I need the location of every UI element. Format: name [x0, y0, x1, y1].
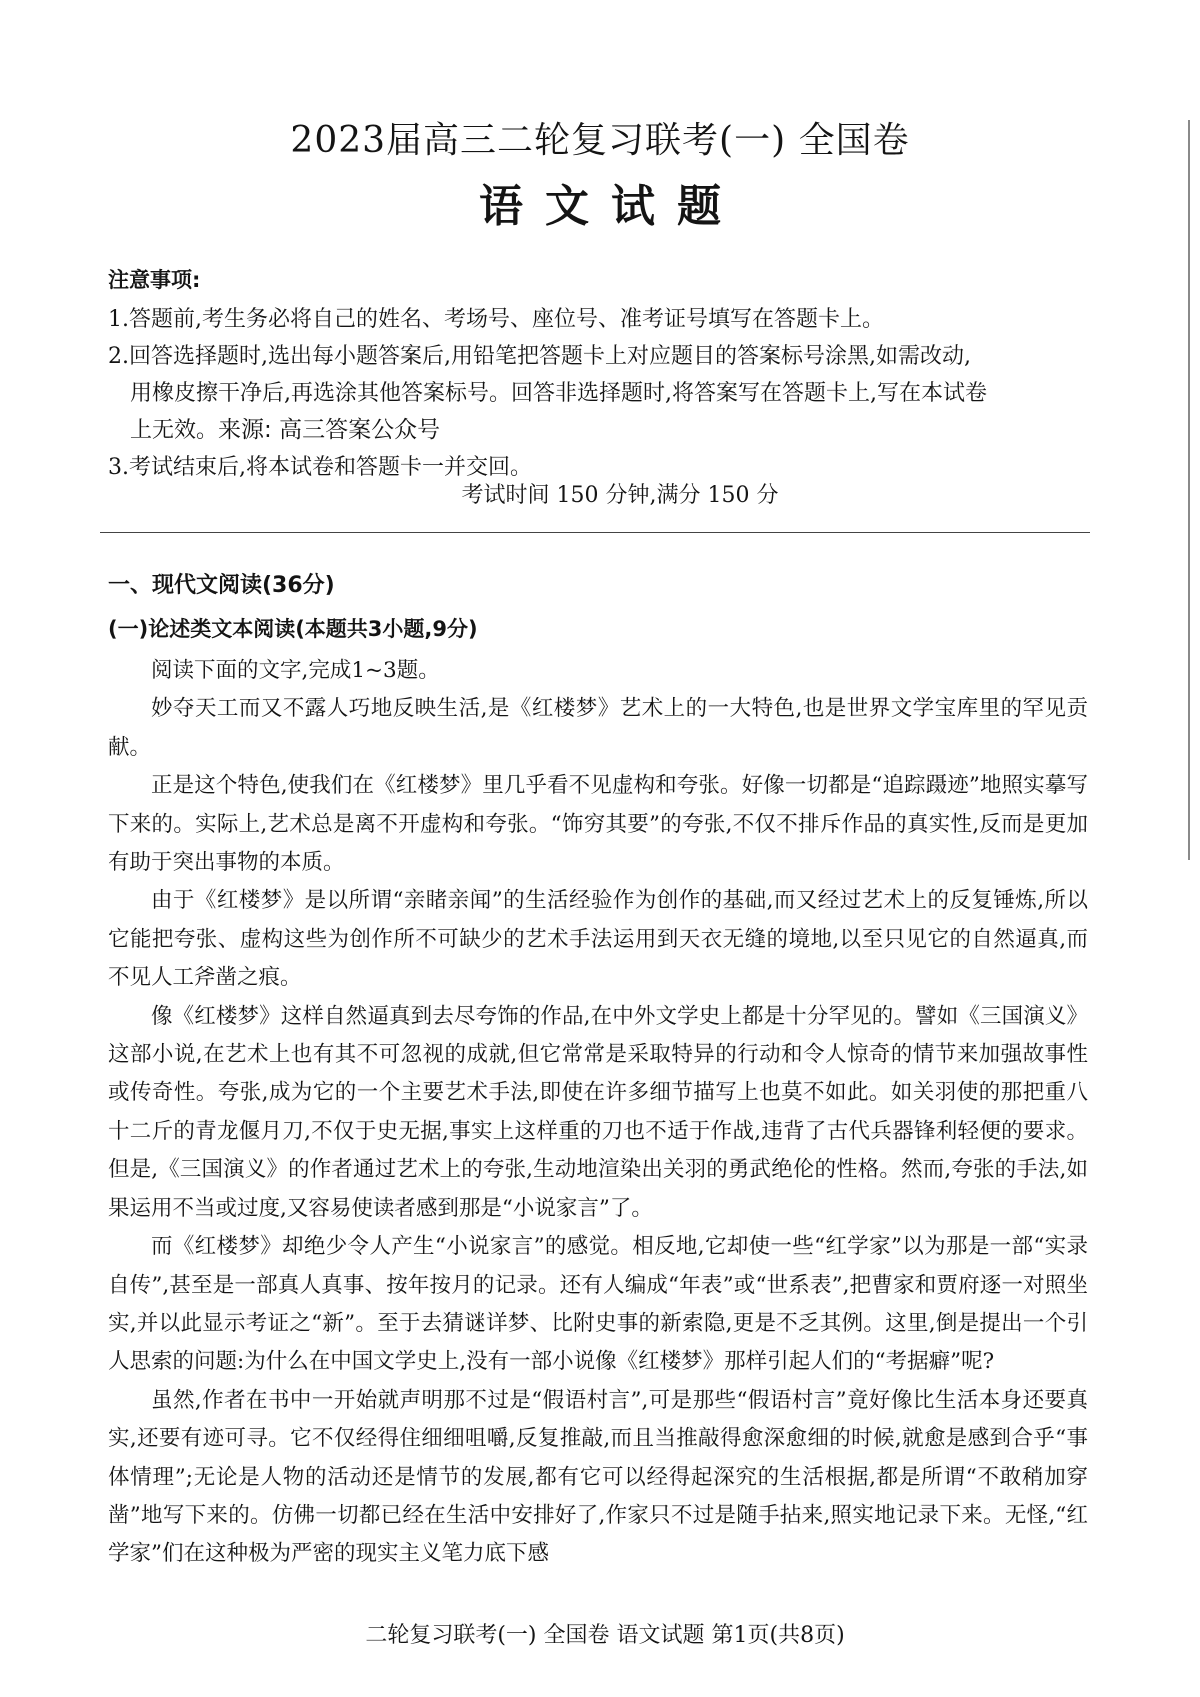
exam-title: 2023届高三二轮复习联考(一) 全国卷: [290, 120, 910, 161]
divider: [100, 532, 1090, 533]
passage-paragraph: 正是这个特色,使我们在《红楼梦》里几乎看不见虚构和夸张。好像一切都是“追踪蹑迹”地照实摹写下来的。实际上,艺术总是离不开虚构和夸张。“饰穷其要”的夸张,不仅不排斥作品的真实性,反而是更加有助于突出事物的本质。: [108, 773, 1088, 876]
passage-paragraph: 由于《红楼梦》是以所谓“亲睹亲闻”的生活经验作为创作的基础,而又经过艺术上的反复锤炼,所以它能把夸张、虚构这些为创作所不可缺少的艺术手法运用到天衣无缝的境地,以至只见它的自然逼真,而不见人工斧凿之痕。: [108, 888, 1088, 991]
notice-block: [108, 262, 1088, 486]
passage-paragraph: 而《红楼梦》却绝少令人产生“小说家言”的感觉。相反地,它却使一些“红学家”以为那是一部“实录自传”,甚至是一部真人真事、按年按月的记录。还有人编成“年表”或“世系表”,把曹家和贾府逐一对照坐实,并以此显示考证之“新”。至于去猜谜详梦、比附史事的新索隐,更是不乏其例。这里,倒是提出一个引人思索的问题:为什么在中国文学史上,没有一部小说像《红楼梦》那样引起人们的“考据癖”呢?: [108, 1234, 1088, 1375]
subject-title: 语文试题: [479, 181, 743, 232]
notice-item-2-tail: 上无效。: [130, 418, 219, 443]
reading-passage: [108, 652, 1088, 1574]
notice-item-2-end: [108, 412, 1088, 449]
passage-paragraph: 像《红楼梦》这样自然逼真到去尽夸饰的作品,在中外文学史上都是十分罕见的。譬如《三国演义》这部小说,在艺术上也有其不可忽视的成就,但它常常是采取特异的行动和令人惊奇的情节来加强故事性或传奇性。夸张,成为它的一个主要艺术手法,即使在许多细节描写上也莫不如此。如关羽使的那把重八十二斤的青龙偃月刀,不仅于史无据,事实上这样重的刀也不适于作战,违背了古代兵器锋利轻便的要求。但是,《三国演义》的作者通过艺术上的夸张,生动地渲染出关羽的勇武绝伦的性格。然而,夸张的手法,如果运用不当或过度,又容易使读者感到那是“小说家言”了。: [108, 1003, 1088, 1221]
notice-item-1: 1.答题前,考生务必将自己的姓名、考场号、座位号、准考证号填写在答题卡上。: [108, 307, 884, 332]
passage-paragraph: 妙夺天工而又不露人巧地反映生活,是《红楼梦》艺术上的一大特色,也是世界文学宝库里的罕见贡献。: [108, 696, 1088, 760]
notice-item-2-continued: 用橡皮擦干净后,再选涂其他答案标号。回答非选择题时,将答案写在答题卡上,写在本试卷: [130, 381, 987, 406]
passage-paragraph: 虽然,作者在书中一开始就声明那不过是“假语村言”,可是那些“假语村言”竟好像比生活本身还要真实,还要有迹可寻。它不仅经得住细细咀嚼,反复推敲,而且当推敲得愈深愈细的时候,就愈是感到合乎“事体情理”;无论是人物的活动还是情节的发展,都有它可以经得起深究的生活根据,都是所谓“不敢稍加穿凿”地写下来的。仿佛一切都已经在生活中安排好了,作家只不过是随手拈来,照实地记录下来。无怪,“红学家”们在这种极为严密的现实主义笔力底下感: [108, 1387, 1088, 1567]
notice-item-3: 3.考试结束后,将本试卷和答题卡一并交回。: [108, 455, 532, 480]
passage-instruction: 阅读下面的文字,完成1~3题。: [151, 658, 440, 683]
exam-time: 考试时间 150 分钟,满分 150 分: [461, 483, 779, 508]
source-note: 来源: 高三答案公众号: [218, 417, 441, 443]
subsection-heading: (一)论述类文本阅读(本题共3小题,9分): [108, 617, 478, 641]
section-heading: 一、现代文阅读(36分): [108, 573, 335, 598]
page-footer: 二轮复习联考(一) 全国卷 语文试题 第1页(共8页): [365, 1623, 845, 1648]
notice-item-2: 2.回答选择题时,选出每小题答案后,用铅笔把答题卡上对应题目的答案标号涂黑,如需改动,: [108, 344, 971, 369]
notice-title: 注意事项:: [108, 268, 201, 292]
